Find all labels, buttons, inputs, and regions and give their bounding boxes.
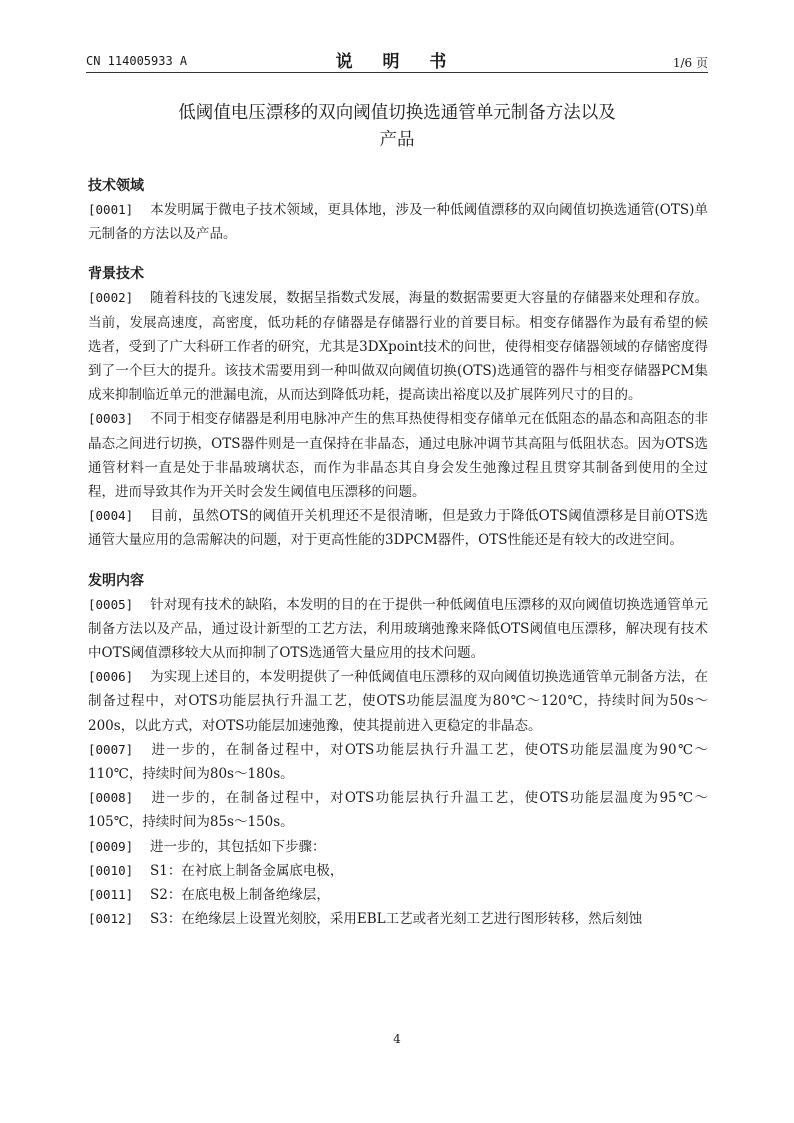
section-heading-invention: 发明内容 <box>88 572 144 589</box>
paragraph-number: [0003] <box>88 411 134 427</box>
section-heading-background: 背景技术 <box>88 266 144 283</box>
paragraph <box>88 593 708 666</box>
paragraph-text: 针对现有技术的缺陷，本发明的目的在于提供一种低阈值电压漂移的双向阈值切换选通管单元制备方法以及产品，通过设计新型的工艺方法，利用玻璃弛豫来降低OTS阈值电压漂移，解决现有技术中OTS阈值漂移较大从而抑制了OTS选通管大量应用的技术问题。 <box>88 596 708 662</box>
paragraph <box>88 883 708 907</box>
paragraph-number: [0011] <box>88 887 134 903</box>
document-type: 说 明 书 <box>335 52 459 72</box>
paragraph-number: [0009] <box>88 838 134 854</box>
paragraph <box>88 786 708 834</box>
document-title <box>86 100 708 154</box>
paragraph <box>88 286 708 407</box>
paragraph-text: S2：在底电极上制备绝缘层， <box>150 887 330 904</box>
paragraph-text: S3：在绝缘层上设置光刻胶，采用EBL工艺或者光刻工艺进行图形转移，然后刻蚀 <box>150 911 643 928</box>
paragraph-text: 为实现上述目的，本发明提供了一种低阈值电压漂移的双向阈值切换选通管单元制备方法，在制备过程中，对OTS功能层执行升温工艺，使OTS功能层温度为80℃～120℃，持续时间为50s～200s，以此方式，对OTS功能层加速弛豫，使其提前进入更稳定的非晶态。 <box>88 669 708 734</box>
title-line-2: 产品 <box>379 130 415 150</box>
paragraph-number: [0004] <box>88 508 134 524</box>
paragraph <box>88 738 708 786</box>
paragraph <box>88 504 708 552</box>
paragraph <box>88 835 708 859</box>
paragraph-number: [0005] <box>88 596 134 612</box>
page-header <box>86 44 708 73</box>
page-footer <box>0 1032 794 1046</box>
page-indicator: 1/6 页 <box>672 56 708 70</box>
paragraph-text: 进一步的，在制备过程中，对OTS功能层执行升温工艺，使OTS功能层温度为95℃～105℃，持续时间为85s～150s。 <box>88 790 708 831</box>
paragraph-number: [0001] <box>88 202 134 217</box>
paragraph-number: [0002] <box>88 290 134 306</box>
paragraph <box>88 907 708 931</box>
paragraph-text: 进一步的，在制备过程中，对OTS功能层执行升温工艺，使OTS功能层温度为90℃～110℃，持续时间为80s～180s。 <box>88 741 708 783</box>
paragraph-text: 目前，虽然OTS的阈值开关机理还不是很清晰，但是致力于降低OTS阈值漂移是目前OTS选通管大量应用的急需解决的问题，对于更高性能的3DPCM器件，OTS性能还是有较大的改进空间。 <box>88 508 708 549</box>
paragraph-number: [0006] <box>88 669 134 685</box>
paragraph <box>88 665 708 738</box>
paragraph-text: 随着科技的飞速发展，数据呈指数式发展，海量的数据需要更大容量的存储器来处理和存放。当前，发展高速度，高密度，低功耗的存储器是存储器行业的首要目标。相变存储器作为最有希望的候选者，受到了广大科研工作者的研究，尤其是3DXpoint技术的问世，使得相变存储器领域的存储密度得到了一个巨大的提升。该技术需要用到一种叫做双向阈值切换(OTS)选通管的器件与相变存储器PCM集成来抑制临近单元的泄漏电流，从而达到降低功耗，提高读出裕度以及扩展阵列尺寸的目的。 <box>88 290 708 404</box>
document-body <box>88 174 708 931</box>
paragraph <box>88 859 708 883</box>
paragraph-text: S1：在衬底上制备金属底电极， <box>150 862 344 879</box>
document-number: CN 114005933 A <box>86 54 188 68</box>
paragraph <box>88 198 708 246</box>
section-heading-tech-field: 技术领域 <box>88 178 144 194</box>
paragraph <box>88 407 708 504</box>
paragraph-number: [0012] <box>88 911 134 927</box>
paragraph-number: [0007] <box>88 741 134 757</box>
paragraph-number: [0010] <box>88 862 134 878</box>
title-line-1: 低阈值电压漂移的双向阈值切换选通管单元制备方法以及 <box>178 103 616 123</box>
paragraph-number: [0008] <box>88 790 134 806</box>
page-number: 4 <box>393 1032 401 1046</box>
paragraph-text: 本发明属于微电子技术领域，更具体地，涉及一种低阈值漂移的双向阈值切换选通管(OTS)单元制备的方法以及产品。 <box>88 202 708 243</box>
paragraph-text: 进一步的，其包括如下步骤： <box>150 838 326 855</box>
paragraph-text: 不同于相变存储器是利用电脉冲产生的焦耳热使得相变存储单元在低阻态的晶态和高阻态的非晶态之间进行切换，OTS器件则是一直保持在非晶态，通过电脉冲调节其高阻与低阻状态。因为OTS选通管材料一直是处于非晶玻璃状态，而作为非晶态其自身会发生弛豫过程且贯穿其制备到使用的全过程，进而导致其作为开关时会发生阈值电压漂移的问题。 <box>88 411 708 501</box>
